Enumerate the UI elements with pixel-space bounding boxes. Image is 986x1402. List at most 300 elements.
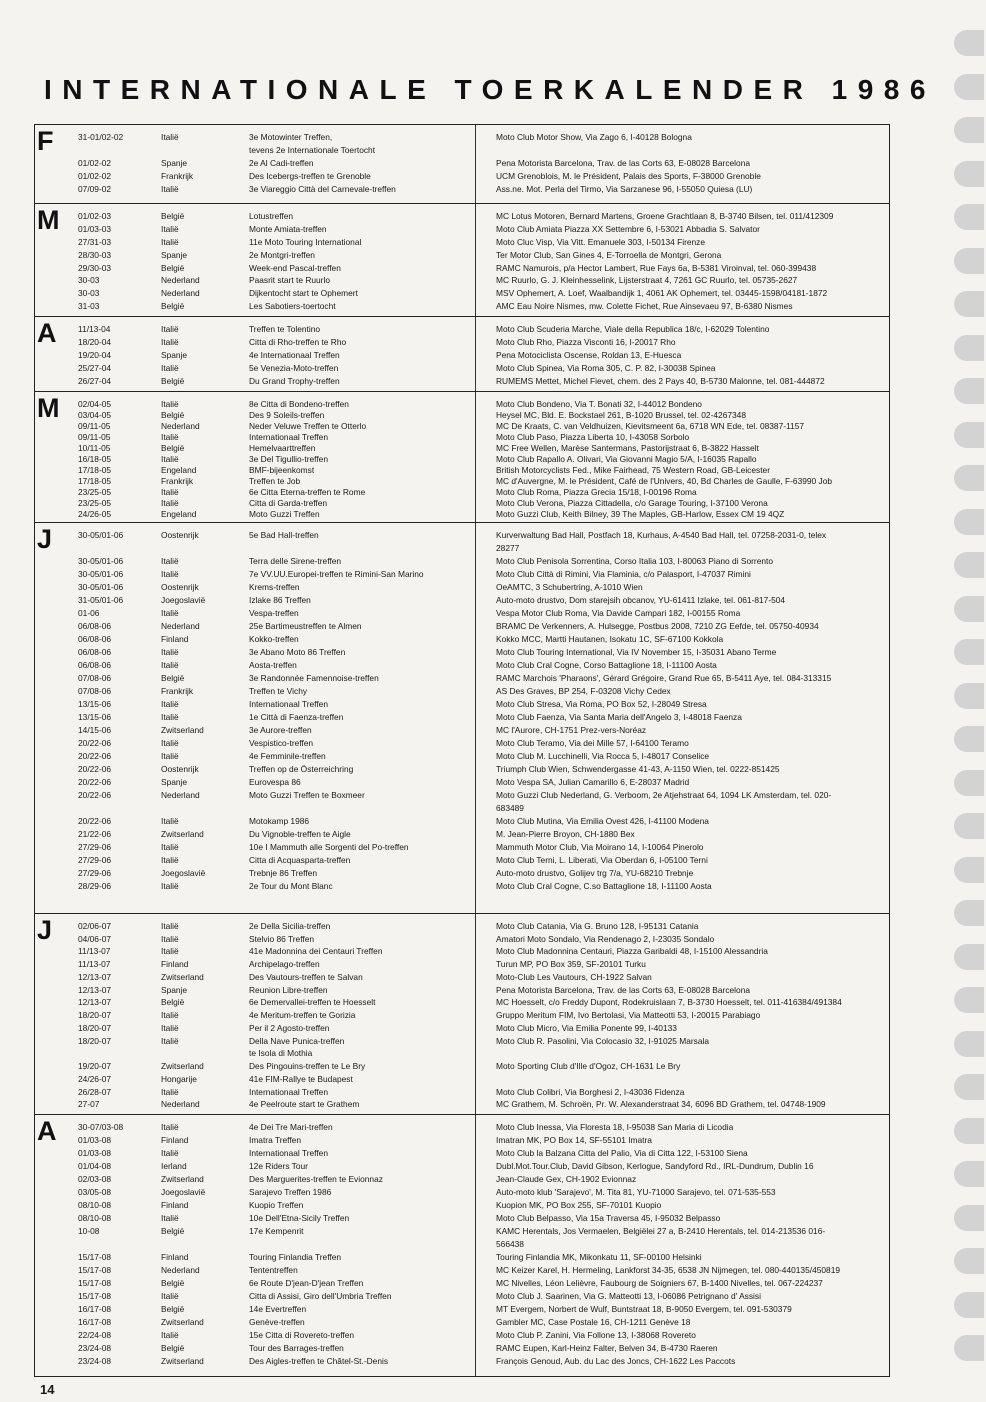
event-date: 04/06-07 [78,933,112,944]
event-date: 15/17-08 [78,1291,112,1301]
event-contact: OeAMTC, 3 Schubertring, A-1010 Wien [496,582,643,592]
event-date: 12/13-07 [78,971,112,982]
event-row [35,750,889,763]
event-date: 19/20-07 [78,1061,112,1072]
event-country: België [161,1278,185,1288]
event-name: 12e Riders Tour [249,1161,308,1171]
event-country: Nederland [161,790,200,800]
event-country: Spanje [161,158,188,168]
event-date: 01/02-03 [78,211,112,221]
event-country: Italië [161,1148,179,1158]
event-contact: RAMC Eupen, Karl-Heinz Falter, Belven 34, B-4730 Raeren [496,1343,718,1353]
event-country: Italië [161,881,179,891]
event-row [35,1303,889,1316]
event-date: 07/08-06 [78,686,112,696]
event-country: Nederland [161,275,200,286]
event-name: Dijkentocht start te Ophemert [249,288,358,299]
event-row [35,659,889,672]
event-name: 3e Abano Moto 86 Treffen [249,647,346,657]
event-row [35,1121,889,1134]
event-row [35,672,889,685]
event-name: Citta di Rho-treffen te Rho [249,337,347,347]
event-contact: Moto Club Madonnina Centauri, Piazza Garibaldi 48, I-15100 Alessandria [496,946,768,957]
event-country: Italië [161,842,179,852]
event-date: 03/04-05 [78,410,112,420]
event-contact: Auto-moto drustvo, Dom starejsih obcanov, YU-61411 Izlake, tel. 061-817-504 [496,595,786,605]
binder-hole [954,726,984,752]
event-country: Finland [161,1135,189,1145]
event-name: 4e Dei Tre Mari-treffen [249,1122,333,1132]
event-country: Italië [161,647,179,657]
binder-hole [954,422,984,448]
event-country: België [161,997,185,1008]
event-name: 4e Peelroute start te Grathem [249,1099,360,1110]
event-contact: Pena Motorista Barcelona, Trav. de las Corts 63, E-08028 Barcelona [496,158,751,168]
event-row [35,1035,889,1048]
event-contact: Heysel MC, Bld. E. Bockstael 261, B-1020 Brussel, tel. 02-4267348 [496,410,746,420]
event-date: 18/20-07 [78,1022,112,1033]
event-date: 02/03-08 [78,1174,112,1184]
event-row [35,594,889,607]
event-contact: 683489 [496,803,524,813]
event-name: Des Marguerites-treffen te Evionnaz [249,1174,383,1184]
event-country: Italië [161,399,179,409]
event-date: 10-08 [78,1226,100,1236]
binder-hole [954,335,984,361]
event-name: 41e FIM-Rallye te Budapest [249,1073,353,1084]
event-contact: MC l'Aurore, CH-1751 Prez-vers-Noréaz [496,725,647,735]
event-date: 11/13-04 [78,324,111,334]
event-date: 31-03 [78,301,100,312]
event-name: 15e Citta di Rovereto-treffen [249,1330,355,1340]
event-row [35,698,889,711]
event-country: Italië [161,498,179,508]
event-country: België [161,410,185,420]
event-row [35,581,889,594]
event-country: Joegoslavië [161,868,206,878]
event-country: Italië [161,184,179,194]
event-contact: Moto Club Inessa, Via Floresta 18, I-95038 San Maria di Licodia [496,1122,734,1132]
event-country: Engeland [161,509,197,519]
page-number: 14 [40,1382,55,1397]
binder-hole [954,1205,984,1231]
event-name: Les Sabotiers-toertocht [249,301,336,312]
event-country: Spanje [161,984,188,995]
event-name: Citta di Assisi, Giro dell'Umbria Treffen [249,1291,392,1301]
event-row [35,1251,889,1264]
event-date: 18/20-07 [78,1035,112,1046]
event-row [35,508,889,521]
event-name: Eurovespa 86 [249,777,301,787]
event-row [35,529,889,542]
event-row [35,996,889,1009]
event-name: Moto Guzzi Treffen te Boxmeer [249,790,365,800]
event-name: Tour des Barrages-treffen [249,1343,344,1353]
event-name: Terra delle Sirene-treffen [249,556,342,566]
event-name: Des Icebergs-treffen te Grenoble [249,171,371,181]
event-contact: MC De Kraats, C. van Veldhuizen, Kievitsmeent 6a, 6718 WN Ede, tel. 08387-1157 [496,421,805,431]
event-contact: Vespa Motor Club Roma, Via Davide Campari 182, I-00155 Roma [496,608,741,618]
event-contact: British Motorcyclists Fed., Mike Fairhead, 75 Western Road, GB-Leicester [496,465,770,475]
event-date: 01-06 [78,608,100,618]
event-contact: Gambler MC, Case Postale 16, CH-1211 Genève 18 [496,1317,691,1327]
event-country: Finland [161,1252,189,1262]
event-row [35,620,889,633]
event-date: 24/26-05 [78,509,112,519]
event-row [35,737,889,750]
event-name: Kuopio Treffen [249,1200,304,1210]
event-contact: Moto Club M. Lucchinelli, Via Rocca 5, I-48017 Conselice [496,751,710,761]
event-contact: Moto Club Spinea, Via Roma 305, C. P. 82, I-30038 Spinea [496,363,716,373]
event-name: tevens 2e Internationale Toertocht [249,145,376,155]
event-date: 01/03-08 [78,1148,112,1158]
event-contact: Moto Club Stresa, Via Roma, PO Box 52, I-28049 Stresa [496,699,707,709]
binder-hole [954,1118,984,1144]
event-name: 41e Madonnina dei Centauri Treffen [249,946,383,957]
event-name: 8e Citta di Bondeno-treffen [249,399,349,409]
event-name: 6e Route D'jean-D'jean Treffen [249,1278,364,1288]
month-letter: J [37,524,53,554]
binder-hole [954,987,984,1013]
event-contact: Moto Guzzi Club Nederland, G. Verboom, 2e Atjehstraat 64, 1094 LK Amsterdam, tel. 020- [496,790,832,800]
event-country: Spanje [161,249,188,260]
event-date: 26/27-04 [78,376,112,386]
event-contact: UCM Grenoblois, M. le Président, Palais des Sports, F-38000 Grenoble [496,171,761,181]
event-date: 28/29-06 [78,881,112,891]
event-contact: MC Nivelles, Léon Lelièvre, Faubourg de Soigniers 67, B-1400 Nivelles, tel. 067-224237 [496,1278,823,1288]
event-contact: MT Evergem, Norbert de Wulf, Buntstraat 18, B-9050 Evergem, tel. 091-530379 [496,1304,792,1314]
event-country: Hongarije [161,1073,197,1084]
event-contact: Moto Vespa SA, Julian Camarillo 6, E-28037 Madrid [496,777,690,787]
event-country: Nederland [161,288,200,299]
event-name: 17e Kempenrit [249,1226,304,1236]
event-row [35,1173,889,1186]
event-row [35,971,889,984]
event-name: Citta di Acquasparta-treffen [249,855,351,865]
event-contact: Moto Club Amiata Piazza XX Settembre 6, I-53021 Abbadia S. Salvator [496,223,760,234]
event-name: Hemelvaarttreffen [249,443,316,453]
event-name: Week-end Pascal-treffen [249,262,341,273]
binder-hole [954,204,984,230]
event-country: Italië [161,1086,179,1097]
event-name: 3e Del Tigullio-treffen [249,454,328,464]
event-country: Zwitserland [161,971,204,982]
event-date: 23/24-08 [78,1343,112,1353]
event-date: 01/02-02 [78,171,112,181]
month-letter: J [37,915,53,945]
event-date: 16/17-08 [78,1304,112,1314]
event-date: 30-05/01-06 [78,569,124,579]
event-date: 23/24-08 [78,1356,112,1366]
binder-hole [954,248,984,274]
event-date: 08/10-08 [78,1213,112,1223]
event-contact: Moto Club Terni, L. Liberati, Via Oberdan 6, I-05100 Terni [496,855,708,865]
event-country: Zwitserland [161,1174,204,1184]
event-contact: RAMC Marchois 'Pharaons', Gérard Grégoire, Grand Rue 65, B-5411 Aye, tel. 084-313315 [496,673,832,683]
event-country: Italië [161,487,179,497]
event-date: 20/22-06 [78,816,112,826]
binder-hole [954,30,984,56]
month-letter: M [37,205,60,235]
event-contact: Mammuth Motor Club, Via Moirano 14, I-10064 Pinerolo [496,842,704,852]
event-contact: Kokko MCC, Martti Hautanen, Isokatu 1C, SF-67100 Kokkola [496,634,724,644]
event-country: Finland [161,634,189,644]
month-section [35,203,889,317]
event-row [35,711,889,724]
event-date: 03/05-08 [78,1187,112,1197]
event-contact: Kuopion MK, PO Box 255, SF-70101 Kuopio [496,1200,662,1210]
event-name: Lotustreffen [249,211,294,221]
event-country: Italië [161,223,179,234]
event-date: 18/20-07 [78,1010,112,1021]
event-date: 13/15-06 [78,712,112,722]
event-contact: MC Hoesselt, c/o Freddy Dupont, Rodekruislaan 7, B-3730 Hoesselt, tel. 011-416384/491384 [496,997,842,1008]
event-name: te Isola di Mothia [249,1048,313,1059]
event-country: Italië [161,556,179,566]
event-date: 20/22-06 [78,777,112,787]
event-row [35,157,889,170]
event-date: 31-01/02-02 [78,132,124,142]
event-contact: Pena Motorista Barcelona, Trav. de las Corts 63, E-08028 Barcelona [496,984,751,995]
event-row [35,183,889,196]
event-date: 30-03 [78,275,100,286]
event-country: Italië [161,363,179,373]
event-contact: MC Free Wellen, Marèse Santermans, Pastorijstraat 6, B-3822 Hasselt [496,443,759,453]
event-country: Italië [161,751,179,761]
event-contact: Moto Club Cral Cogne, Corso Battaglione 18, I-11100 Aosta [496,660,717,670]
event-date: 01/03-08 [78,1135,112,1145]
event-date: 20/22-06 [78,790,112,800]
event-country: Nederland [161,421,200,431]
event-country: België [161,1226,185,1236]
event-name: 10e I Mammuth alle Sorgenti del Po-treffen [249,842,409,852]
event-contact: Moto Club R. Pasolini, Via Colocasio 32, I-91025 Marsala [496,1035,710,1046]
binder-hole [954,74,984,100]
event-row [35,1073,889,1086]
event-row [35,300,889,313]
event-name: 7e VV.UU.Europei-treffen te Rimini-San Marino [249,569,424,579]
binder-hole [954,857,984,883]
event-contact: Moto Club Rapallo A. Olivari, Via Giovanni Magio 5/A, I-16035 Rapallo [496,454,757,464]
event-name: Della Nave Punica-treffen [249,1035,345,1046]
event-country: Italië [161,1010,179,1021]
event-contact: Ter Motor Club, San Gines 4, E-Torroella de Montgri, Gerona [496,249,722,260]
event-row [35,1009,889,1022]
event-date: 31-05/01-06 [78,595,124,605]
event-contact: Moto Club Roma, Piazza Grecia 15/18, I-00196 Roma [496,487,697,497]
event-name: Vespistico-treffen [249,738,314,748]
event-row [35,568,889,581]
event-row [35,555,889,568]
event-row [35,1342,889,1355]
binder-hole [954,900,984,926]
event-date: 27/29-06 [78,842,112,852]
event-contact: Moto Club Penisola Sorrentina, Corso Italia 103, I-80063 Piano di Sorrento [496,556,774,566]
event-contact: Moto Club Colibri, Via Borghesi 2, I-43036 Fidenza [496,1086,685,1097]
event-contact: Moto Guzzi Club, Keith Bilney, 39 The Maples, GB-Harlow, Essex CM 19 4QZ [496,509,785,519]
event-country: Italië [161,1330,179,1340]
event-country: Italië [161,1022,179,1033]
event-date: 17/18-05 [78,465,112,475]
event-row [35,1212,889,1225]
event-name: Vespa-treffen [249,608,299,618]
event-date: 27/29-06 [78,855,112,865]
event-date: 02/06-07 [78,921,112,931]
event-date: 28/30-03 [78,249,112,260]
binder-hole [954,1161,984,1187]
event-date: 16/18-05 [78,454,112,464]
event-date: 25/27-04 [78,363,112,373]
event-date: 27/31-03 [78,236,112,247]
event-name: Internationaal Treffen [249,699,328,709]
event-contact: Ass.ne. Mot. Perla del Tirmo, Via Sarzanese 96, I-55050 Quiesa (LU) [496,184,753,194]
event-contact: 28277 [496,543,520,553]
event-row [35,1160,889,1173]
event-contact: Moto Club P. Zanini, Via Follone 13, I-38068 Rovereto [496,1330,696,1340]
event-country: Frankrijk [161,171,194,181]
event-country: Italië [161,1122,179,1132]
event-date: 22/24-08 [78,1330,112,1340]
event-contact: Touring Finlandia MK, Mikonkatu 11, SF-00100 Helsinki [496,1252,702,1262]
month-section [35,522,889,914]
event-contact: KAMC Herentals, Jos Vermaelen, Belgiëlei 27 a, B-2410 Herentals, tel. 014-213536 016- [496,1226,826,1236]
event-row [35,802,889,815]
month-letter: A [37,318,57,348]
event-date: 19/20-04 [78,350,112,360]
event-row [35,633,889,646]
event-name: 3e Aurore-treffen [249,725,312,735]
binder-hole [954,944,984,970]
event-contact: Moto Club Touring International, Via IV November 15, I-35031 Abano Terme [496,647,777,657]
event-date: 30-05/01-06 [78,530,124,540]
event-date: 11/13-07 [78,946,111,957]
event-contact: AS Des Graves, BP 254, F-03208 Vichy Cedex [496,686,671,696]
event-contact: Moto Club la Balzana Citta del Palio, Via di Citta 122, I-53100 Siena [496,1148,748,1158]
event-row [35,1329,889,1342]
event-row [35,1264,889,1277]
event-name: Moto Guzzi Treffen [249,509,320,519]
event-contact: MC d'Auvergne, M. le Président, Café de l'Univers, 40, Bd Charles de Gaulle, F-63990 Job [496,476,833,486]
event-row [35,724,889,737]
event-country: Italië [161,933,179,944]
event-date: 01/03-03 [78,223,112,234]
event-contact: 566438 [496,1239,524,1249]
event-country: België [161,1343,185,1353]
event-contact: Moto Club Mutina, Via Emilia Ovest 426, I-41100 Modena [496,816,709,826]
event-date: 06/08-06 [78,634,112,644]
event-date: 12/13-07 [78,997,112,1008]
month-letter: F [37,126,54,156]
event-contact: Auto-moto drustvo, Golijev trg 7/a, YU-68210 Trebnje [496,868,694,878]
event-name: Treffen te Vichy [249,686,308,696]
event-contact: François Genoud, Aub. du Lac des Joncs, CH-1622 Les Paccots [496,1356,736,1366]
event-date: 15/17-08 [78,1252,112,1262]
page-title: INTERNATIONALE TOERKALENDER 1986 [44,74,936,105]
event-name: Internationaal Treffen [249,1148,328,1158]
event-name: Du Grand Trophy-treffen [249,376,340,386]
binder-hole [954,596,984,622]
event-contact: Moto Club Teramo, Via dei Mille 57, I-64100 Teramo [496,738,689,748]
event-row [35,1277,889,1290]
event-country: Italië [161,236,179,247]
event-name: Monte Amiata-treffen [249,223,327,234]
event-row [35,776,889,789]
event-date: 15/17-08 [78,1265,112,1275]
event-name: Neder Veluwe Treffen te Otterlo [249,421,367,431]
event-name: Des Vautours-treffen te Salvan [249,971,363,982]
event-date: 07/08-06 [78,673,112,683]
event-contact: AMC Eau Noire Nismes, mw. Colette Fichet, Rue Ainsevaeu 97, B-6380 Nismes [496,301,793,312]
binder-hole [954,770,984,796]
event-name: Archipelago-treffen [249,959,320,970]
binder-hole [954,117,984,143]
event-contact: Moto Club J. Saarinen, Via G. Matteotti 13, I-06086 Petrignano d' Assisi [496,1291,761,1301]
event-row [35,607,889,620]
event-contact: Moto Club Catania, Via G. Bruno 128, I-95131 Catania [496,921,699,931]
event-row [35,274,889,287]
event-country: Zwitserland [161,1317,204,1327]
event-name: 2e Tour du Mont Blanc [249,881,333,891]
event-date: 24/26-07 [78,1073,112,1084]
event-row [35,1316,889,1329]
event-country: Oostenrijk [161,582,199,592]
event-date: 30-05/01-06 [78,582,124,592]
event-country: België [161,443,185,453]
event-country: België [161,673,185,683]
event-date: 27-07 [78,1099,100,1110]
event-date: 15/17-08 [78,1278,112,1288]
month-section [35,913,889,1115]
event-contact: BRAMC De Verkenners, A. Hulsegge, Postbus 2008, 7210 ZG Eefde, tel. 05750-40934 [496,621,819,631]
event-name: 10e Dell'Etna-Sicily Treffen [249,1213,350,1223]
event-country: België [161,301,185,312]
month-section [35,1114,889,1377]
event-row [35,789,889,802]
event-name: Treffen op de Österreichring [249,764,354,774]
event-name: Treffen te Job [249,476,301,486]
event-row [35,828,889,841]
event-date: 23/25-05 [78,487,112,497]
event-country: Zwitserland [161,725,204,735]
event-contact: RUMEMS Mettet, Michel Fievet, chem. des 2 Pays 40, B-5730 Malonne, tel. 081-444872 [496,376,825,386]
event-country: Italië [161,1291,179,1301]
event-contact: Pena Motociclista Oscense, Roldan 13, E-Huesca [496,350,682,360]
event-contact: Moto Club Motor Show, Via Zago 6, I-40128 Bologna [496,132,692,142]
event-country: België [161,211,185,221]
event-contact: Moto Sporting Club d'Ille d'Ogoz, CH-1631 Le Bry [496,1061,681,1072]
event-name: Stelvio 86 Treffen [249,933,315,944]
event-country: Italië [161,1035,179,1046]
month-letter: A [37,1116,57,1146]
binder-hole [954,552,984,578]
event-row [35,236,889,249]
event-name: Treffen te Tolentino [249,324,321,334]
event-row [35,854,889,867]
event-name: 5e Venezia-Moto-treffen [249,363,339,373]
event-date: 30-07/03-08 [78,1122,124,1132]
event-name: 3e Viareggio Città del Carnevale-treffen [249,184,396,194]
event-name: Des Pingouins-treffen te Le Bry [249,1061,366,1072]
event-country: Oostenrijk [161,764,199,774]
event-row [35,1147,889,1160]
event-contact: Moto-Club Les Vautours, CH-1922 Salvan [496,971,652,982]
event-name: 3e Motowinter Treffen, [249,132,333,142]
event-row [35,375,889,388]
event-contact: Moto Club Cral Cogne, C.so Battaglione 18, I-11100 Aosta [496,881,712,891]
event-row [35,1290,889,1303]
event-name: Reunion Libre-treffen [249,984,328,995]
event-country: Joegoslavië [161,1187,206,1197]
